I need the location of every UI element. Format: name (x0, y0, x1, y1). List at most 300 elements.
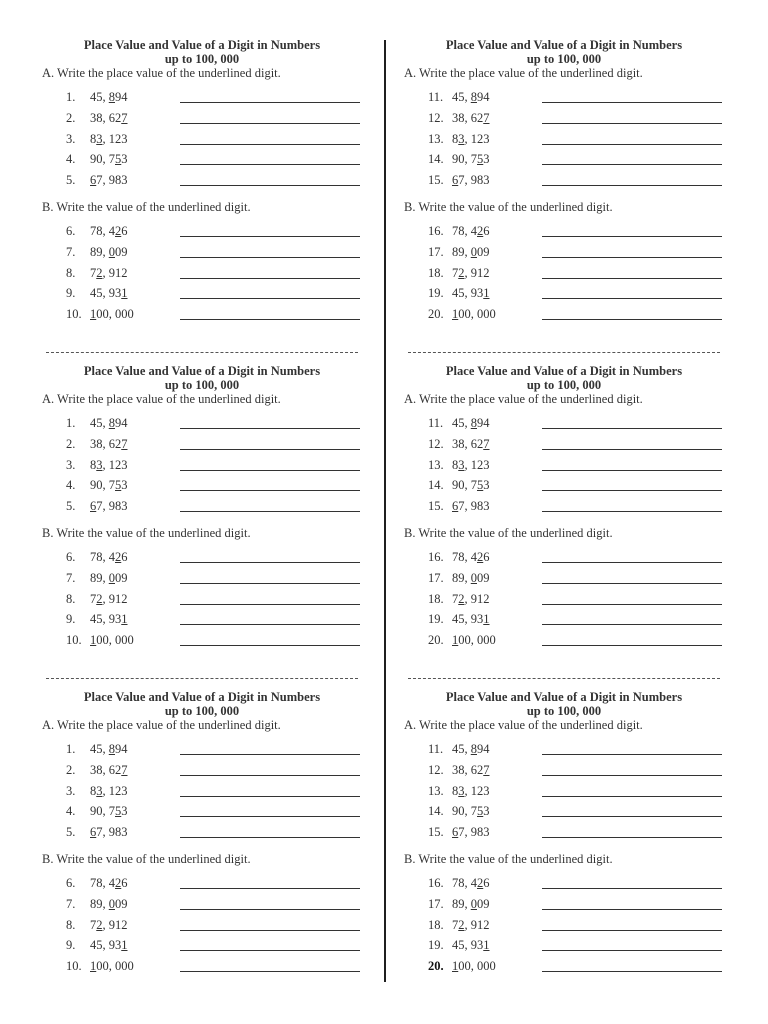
question-number-value (452, 173, 490, 188)
spacer (404, 190, 744, 200)
answer-blank-line[interactable] (542, 604, 722, 605)
answer-blank-line[interactable] (180, 185, 360, 186)
underlined-digit: 0 (470, 570, 477, 585)
answer-blank-line[interactable] (180, 624, 360, 625)
underlined-digit: 1 (483, 612, 490, 627)
question-number-value (90, 286, 128, 301)
underlined-digit: 2 (96, 591, 103, 606)
question-number: 16. (428, 875, 444, 890)
underlined-digit: 2 (96, 917, 103, 932)
underlined-digit: 2 (115, 223, 122, 238)
digits-after: , 912 (102, 265, 128, 280)
question-row (404, 914, 744, 935)
answer-blank-line[interactable] (542, 278, 722, 279)
question-number: 3. (66, 457, 76, 472)
digits-after: , 123 (102, 131, 128, 146)
section-a-instruction: A. Write the place value of the underlined digit. (404, 66, 643, 80)
answer-blank-line[interactable] (180, 144, 360, 145)
underlined-digit: 5 (115, 478, 122, 493)
question-number: 7. (66, 896, 76, 911)
worksheet-card (42, 690, 382, 976)
question-row (42, 893, 382, 914)
digits-after: , 912 (464, 265, 490, 280)
answer-blank-line[interactable] (180, 298, 360, 299)
digits-before: 45, 93 (90, 612, 122, 627)
question-row (404, 955, 744, 976)
answer-blank-line[interactable] (180, 604, 360, 605)
digits-before: 38, 62 (452, 436, 484, 451)
worksheet-subtitle: up to 100, 000 (526, 704, 602, 718)
question-row (404, 588, 744, 609)
underlined-digit: 3 (96, 783, 103, 798)
digits-before: 8 (90, 131, 97, 146)
question-row (42, 303, 382, 324)
question-row (404, 738, 744, 759)
question-number-value (90, 763, 128, 778)
answer-blank-line[interactable] (542, 754, 722, 755)
digits-after: 3 (121, 152, 128, 167)
answer-blank-line[interactable] (542, 102, 722, 103)
digits-after: 94 (477, 416, 490, 430)
underlined-digit: 1 (452, 959, 459, 974)
question-number-value (90, 224, 128, 239)
digits-before: 89, (452, 896, 471, 911)
answer-blank-line[interactable] (180, 449, 360, 450)
question-number: 11. (428, 742, 444, 756)
question-number-value (452, 742, 490, 757)
digits-after: 94 (115, 742, 128, 756)
question-number: 4. (66, 478, 76, 493)
digits-before: 78, 4 (90, 549, 115, 564)
underlined-digit: 0 (108, 244, 115, 259)
digits-after: 7, 983 (96, 825, 128, 840)
digits-after: 7, 983 (96, 173, 128, 188)
answer-blank-line[interactable] (542, 257, 722, 258)
question-number-value (90, 307, 134, 322)
answer-blank-line[interactable] (180, 490, 360, 491)
question-number-value (90, 959, 134, 974)
worksheet-card (404, 38, 744, 324)
question-number-value (452, 571, 490, 586)
question-number: 14. (428, 152, 444, 167)
question-number-value (90, 612, 128, 627)
answer-blank-line[interactable] (180, 164, 360, 165)
question-row (404, 262, 744, 283)
question-row (42, 241, 382, 262)
question-row (42, 128, 382, 149)
question-number-value (452, 784, 490, 799)
underlined-digit: 6 (90, 173, 97, 188)
question-row (404, 821, 744, 842)
question-number-value (90, 592, 128, 607)
question-number: 10. (66, 307, 82, 322)
question-number: 15. (428, 173, 444, 188)
digits-after: 09 (477, 570, 490, 585)
question-row (42, 412, 382, 433)
digits-before: 7 (90, 917, 97, 932)
digits-before: 7 (90, 265, 97, 280)
question-row (404, 934, 744, 955)
question-number-value (90, 550, 128, 565)
question-number: 6. (66, 875, 76, 890)
answer-blank-line[interactable] (542, 950, 722, 951)
question-number-value (90, 478, 128, 493)
digits-before: 8 (90, 457, 97, 472)
section-a-instruction: A. Write the place value of the underlined digit. (404, 392, 643, 406)
question-number: 20. (428, 633, 444, 648)
digits-before: 7 (90, 591, 97, 606)
answer-blank-line[interactable] (542, 428, 722, 429)
question-number-value (452, 763, 490, 778)
digits-after: 00, 000 (458, 633, 496, 648)
digits-after: 00, 000 (96, 633, 134, 648)
answer-blank-line[interactable] (542, 583, 722, 584)
digits-before: 78, 4 (452, 223, 477, 238)
question-row (404, 800, 744, 821)
answer-blank-line[interactable] (180, 123, 360, 124)
digits-after: 09 (477, 896, 490, 911)
section-b-instruction: B. Write the value of the underlined digit. (42, 525, 251, 540)
answer-blank-line[interactable] (180, 511, 360, 512)
question-number-value (90, 876, 128, 891)
underlined-digit: 5 (115, 152, 122, 167)
answer-blank-line[interactable] (542, 930, 722, 931)
question-number: 4. (66, 804, 76, 819)
answer-blank-line[interactable] (542, 624, 722, 625)
underlined-digit: 1 (483, 286, 490, 301)
worksheet-card (404, 364, 744, 650)
worksheet-title: Place Value and Value of a Digit in Numbers (445, 690, 683, 704)
answer-blank-line[interactable] (180, 319, 360, 320)
question-row (404, 86, 744, 107)
digits-before: 78, 4 (452, 875, 477, 890)
question-row (42, 169, 382, 190)
question-number: 5. (66, 825, 76, 840)
digits-before: 45, (90, 416, 109, 430)
question-number-value (90, 90, 128, 105)
question-row (404, 412, 744, 433)
answer-blank-line[interactable] (542, 775, 722, 776)
digits-before: 78, 4 (90, 223, 115, 238)
underlined-digit: 7 (483, 110, 490, 125)
question-row (404, 780, 744, 801)
digits-after: 7, 983 (458, 499, 490, 514)
underlined-digit: 3 (96, 131, 103, 146)
question-row (42, 282, 382, 303)
answer-blank-line[interactable] (180, 971, 360, 972)
question-row (42, 567, 382, 588)
worksheet-subtitle: up to 100, 000 (164, 378, 240, 392)
question-number-value (90, 938, 128, 953)
answer-blank-line[interactable] (180, 470, 360, 471)
question-row (404, 433, 744, 454)
question-number: 5. (66, 173, 76, 188)
underlined-digit: 8 (470, 742, 477, 756)
question-number: 13. (428, 131, 444, 146)
question-row (42, 495, 382, 516)
answer-blank-line[interactable] (542, 816, 722, 817)
digits-before: 45, (452, 416, 471, 430)
question-row (42, 474, 382, 495)
question-row (42, 86, 382, 107)
question-number: 17. (428, 896, 444, 911)
question-number-value (90, 458, 128, 473)
question-row (404, 148, 744, 169)
question-number: 16. (428, 549, 444, 564)
question-number-value (452, 959, 496, 974)
worksheet-card (404, 690, 744, 976)
question-row (404, 241, 744, 262)
question-number: 11. (428, 416, 444, 430)
question-number: 17. (428, 244, 444, 259)
digits-before: 8 (452, 457, 459, 472)
answer-blank-line[interactable] (542, 971, 722, 972)
digits-after: 94 (115, 416, 128, 430)
question-row (42, 588, 382, 609)
digits-before: 89, (452, 244, 471, 259)
digits-after: 6 (483, 875, 490, 890)
answer-blank-line[interactable] (180, 562, 360, 563)
underlined-digit: 8 (108, 90, 115, 104)
question-row (42, 262, 382, 283)
underlined-digit: 3 (96, 457, 103, 472)
answer-blank-line[interactable] (180, 102, 360, 103)
question-number: 9. (66, 612, 76, 627)
answer-blank-line[interactable] (180, 428, 360, 429)
answer-blank-line[interactable] (542, 123, 722, 124)
answer-blank-line[interactable] (180, 278, 360, 279)
question-number: 13. (428, 783, 444, 798)
answer-blank-line[interactable] (542, 645, 722, 646)
question-number: 3. (66, 131, 76, 146)
underlined-digit: 1 (121, 612, 128, 627)
digits-before: 90, 7 (452, 804, 477, 819)
question-row (42, 107, 382, 128)
answer-blank-line[interactable] (542, 562, 722, 563)
question-number: 18. (428, 591, 444, 606)
dashed-cut-line-right (408, 352, 720, 353)
question-row (404, 474, 744, 495)
question-row (404, 608, 744, 629)
digits-before: 8 (90, 783, 97, 798)
worksheet-title: Place Value and Value of a Digit in Numbers (445, 38, 683, 52)
digits-after: , 123 (464, 783, 490, 798)
digits-before: 78, 4 (452, 549, 477, 564)
answer-blank-line[interactable] (180, 257, 360, 258)
question-number-value (452, 876, 490, 891)
answer-blank-line[interactable] (180, 930, 360, 931)
digits-after: , 912 (464, 591, 490, 606)
digits-before: 90, 7 (452, 152, 477, 167)
answer-blank-line[interactable] (542, 511, 722, 512)
answer-blank-line[interactable] (542, 236, 722, 237)
question-number: 7. (66, 570, 76, 585)
digits-before: 38, 62 (90, 436, 122, 451)
answer-blank-line[interactable] (542, 144, 722, 145)
answer-blank-line[interactable] (542, 164, 722, 165)
answer-blank-line[interactable] (180, 909, 360, 910)
digits-after: 3 (483, 478, 490, 493)
worksheet-card (42, 364, 382, 650)
digits-before: 45, 93 (90, 938, 122, 953)
dashed-cut-line-left (46, 352, 358, 353)
question-row (42, 433, 382, 454)
question-number-value (90, 152, 128, 167)
spacer (42, 842, 382, 852)
answer-blank-line[interactable] (542, 837, 722, 838)
underlined-digit: 8 (108, 742, 115, 756)
answer-blank-line[interactable] (542, 185, 722, 186)
question-number-value (452, 804, 490, 819)
underlined-digit: 3 (458, 783, 465, 798)
question-number-value (90, 173, 128, 188)
question-number-value (90, 245, 128, 260)
question-number: 1. (66, 90, 76, 104)
digits-before: 7 (452, 265, 459, 280)
digits-after: 7, 983 (458, 173, 490, 188)
question-number-value (452, 307, 496, 322)
dashed-cut-line-left (46, 678, 358, 679)
question-number-value (452, 478, 490, 493)
digits-before: 90, 7 (90, 804, 115, 819)
digits-before: 38, 62 (452, 762, 484, 777)
answer-blank-line[interactable] (542, 470, 722, 471)
question-number: 19. (428, 612, 444, 627)
underlined-digit: 2 (477, 875, 484, 890)
question-number: 2. (66, 436, 76, 451)
answer-blank-line[interactable] (180, 645, 360, 646)
question-number: 12. (428, 436, 444, 451)
digits-after: , 912 (464, 917, 490, 932)
question-row (404, 872, 744, 893)
answer-blank-line[interactable] (542, 796, 722, 797)
question-row (42, 220, 382, 241)
underlined-digit: 7 (483, 762, 490, 777)
spacer (404, 516, 744, 526)
digits-after: , 123 (102, 457, 128, 472)
question-number-value (90, 897, 128, 912)
question-number-value (452, 825, 490, 840)
digits-before: 45, (90, 742, 109, 756)
question-row (42, 546, 382, 567)
question-row (42, 914, 382, 935)
digits-before: 45, (452, 742, 471, 756)
digits-after: 6 (121, 223, 128, 238)
underlined-digit: 2 (458, 591, 465, 606)
question-row (404, 282, 744, 303)
answer-blank-line[interactable] (180, 796, 360, 797)
question-number: 19. (428, 286, 444, 301)
answer-blank-line[interactable] (180, 583, 360, 584)
question-row (42, 148, 382, 169)
worksheet-title: Place Value and Value of a Digit in Numbers (83, 364, 321, 378)
question-number-value (90, 918, 128, 933)
digits-before: 38, 62 (90, 762, 122, 777)
question-row (42, 872, 382, 893)
answer-blank-line[interactable] (542, 909, 722, 910)
question-row (404, 546, 744, 567)
answer-blank-line[interactable] (180, 754, 360, 755)
underlined-digit: 0 (108, 896, 115, 911)
question-number: 3. (66, 783, 76, 798)
answer-blank-line[interactable] (180, 816, 360, 817)
digits-before: 90, 7 (452, 478, 477, 493)
question-number-value (452, 633, 496, 648)
underlined-digit: 6 (452, 499, 459, 514)
section-b-instruction: B. Write the value of the underlined digit. (404, 851, 613, 866)
answer-blank-line[interactable] (542, 319, 722, 320)
underlined-digit: 0 (108, 570, 115, 585)
question-number: 20. (428, 959, 444, 974)
question-row (404, 567, 744, 588)
question-row (404, 169, 744, 190)
answer-blank-line[interactable] (542, 298, 722, 299)
digits-after: 3 (483, 152, 490, 167)
digits-after: 6 (121, 875, 128, 890)
question-number-value (452, 458, 490, 473)
digits-before: 45, 93 (90, 286, 122, 301)
question-row (42, 759, 382, 780)
question-number: 20. (428, 307, 444, 322)
underlined-digit: 8 (470, 90, 477, 104)
question-row (404, 893, 744, 914)
digits-before: 89, (452, 570, 471, 585)
question-row (42, 821, 382, 842)
answer-blank-line[interactable] (542, 490, 722, 491)
underlined-digit: 5 (115, 804, 122, 819)
digits-after: 09 (477, 244, 490, 259)
question-number-value (452, 245, 490, 260)
underlined-digit: 1 (452, 633, 459, 648)
question-row (404, 495, 744, 516)
answer-blank-line[interactable] (180, 236, 360, 237)
answer-blank-line[interactable] (180, 775, 360, 776)
underlined-digit: 3 (458, 131, 465, 146)
question-number: 14. (428, 804, 444, 819)
question-number-value (452, 90, 490, 105)
question-row (42, 800, 382, 821)
underlined-digit: 5 (477, 152, 484, 167)
question-row (404, 629, 744, 650)
digits-before: 45, 93 (452, 938, 484, 953)
underlined-digit: 0 (470, 244, 477, 259)
answer-blank-line[interactable] (180, 888, 360, 889)
answer-blank-line[interactable] (180, 950, 360, 951)
digits-after: 94 (477, 742, 490, 756)
worksheet-subtitle: up to 100, 000 (526, 52, 602, 66)
answer-blank-line[interactable] (542, 888, 722, 889)
question-row (404, 107, 744, 128)
digits-before: 89, (90, 570, 109, 585)
question-number-value (90, 571, 128, 586)
question-number: 19. (428, 938, 444, 953)
worksheet-title: Place Value and Value of a Digit in Numbers (445, 364, 683, 378)
question-number: 11. (428, 90, 444, 104)
underlined-digit: 2 (477, 223, 484, 238)
question-number-value (90, 416, 128, 431)
underlined-digit: 8 (108, 416, 115, 430)
worksheet-subtitle: up to 100, 000 (526, 378, 602, 392)
answer-blank-line[interactable] (542, 449, 722, 450)
question-number-value (90, 804, 128, 819)
question-number-value (452, 897, 490, 912)
digits-after: 7, 983 (96, 499, 128, 514)
underlined-digit: 2 (458, 917, 465, 932)
question-number-value (452, 416, 490, 431)
question-number-value (452, 111, 490, 126)
underlined-digit: 7 (121, 110, 128, 125)
answer-blank-line[interactable] (180, 837, 360, 838)
